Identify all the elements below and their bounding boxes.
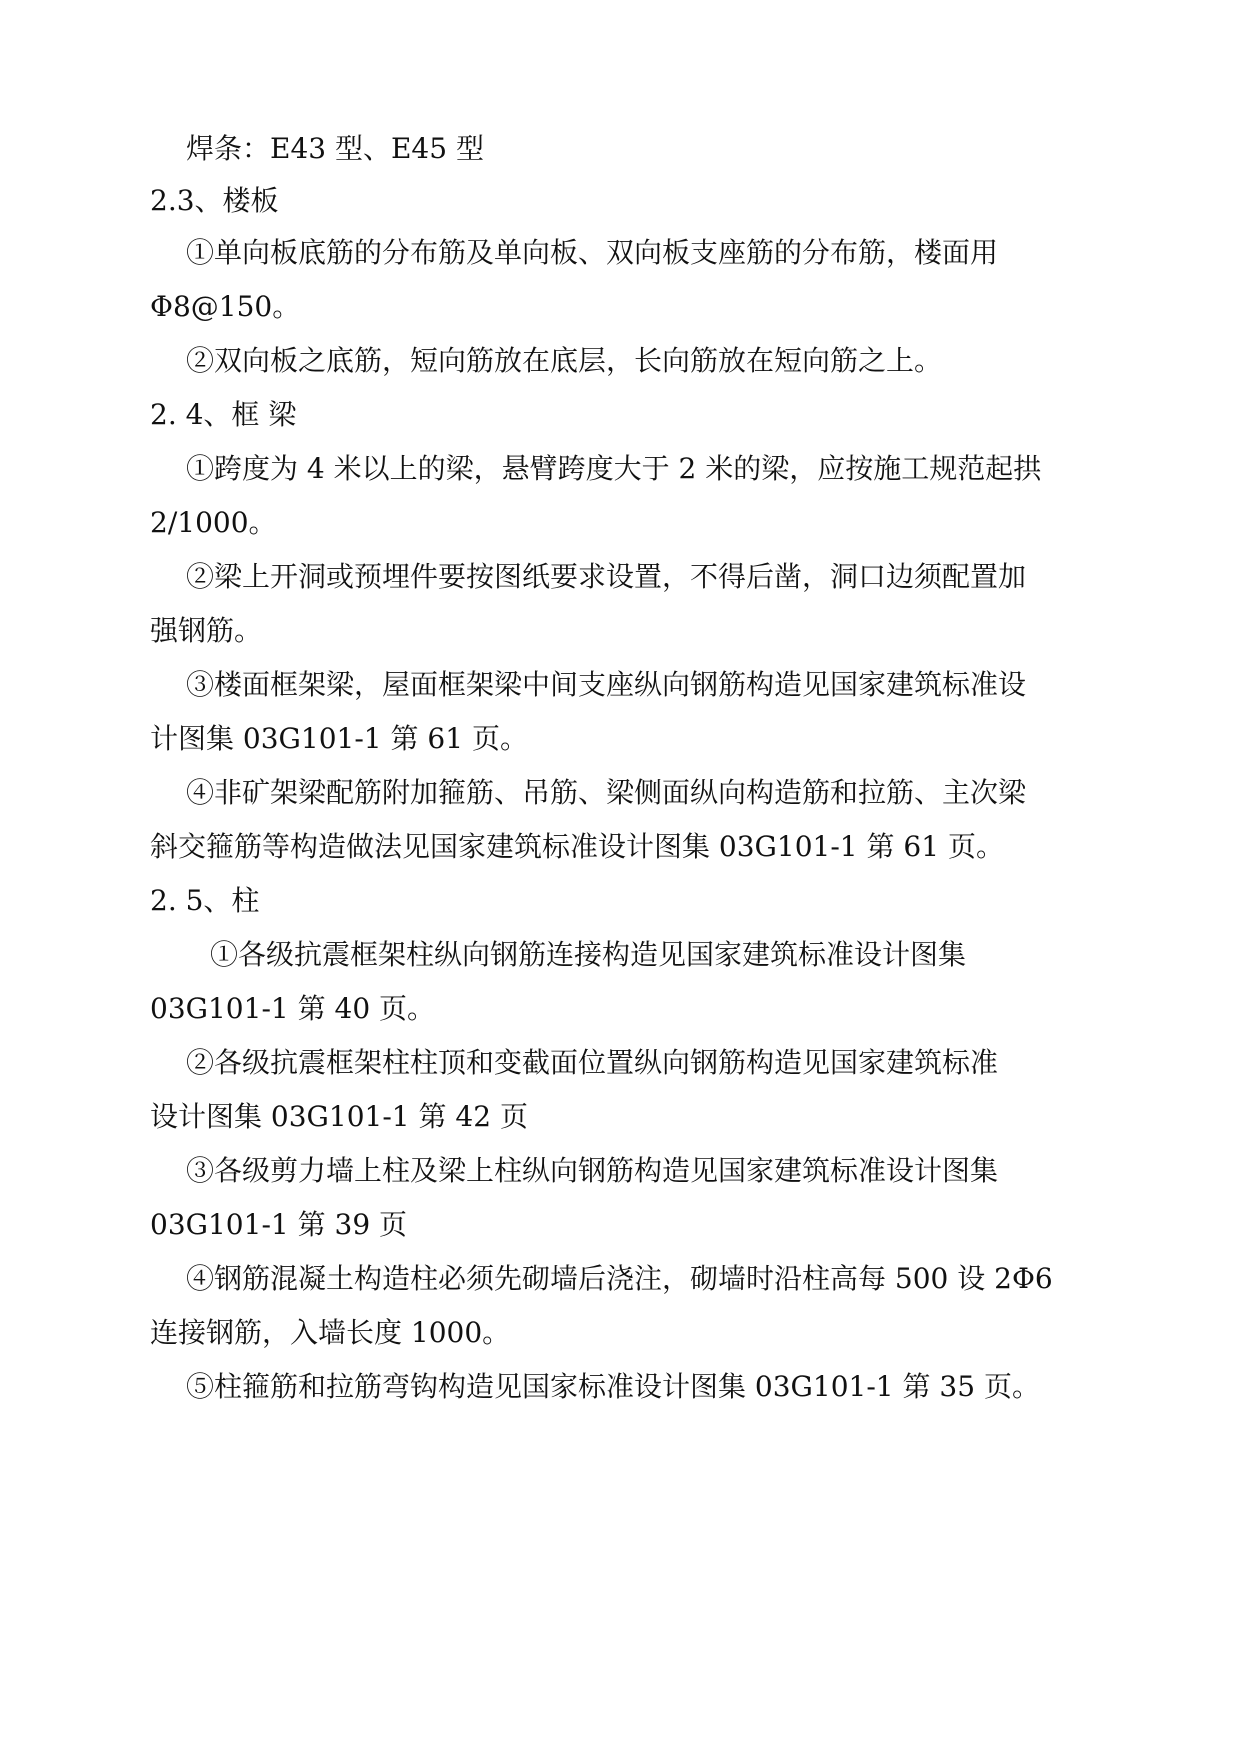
sec25-item4-line1: ④钢筋混凝土构造柱必须先砌墙后浇注，砌墙时沿柱高每 500 设 2Φ6 (186, 1262, 1053, 1295)
section-2-5-heading: 2. 5、柱 (150, 884, 260, 917)
sec23-item1-line2: Φ8@150。 (150, 290, 301, 323)
sec23-item2: ②双向板之底筋，短向筋放在底层，长向筋放在短向筋之上。 (186, 344, 943, 377)
sec23-item1-line1: ①单向板底筋的分布筋及单向板、双向板支座筋的分布筋，楼面用 (186, 236, 999, 269)
sec25-item1-line1: ①各级抗震框架柱纵向钢筋连接构造见国家建筑标准设计图集 (210, 938, 967, 971)
sec25-item1-line2: 03G101-1 第 40 页。 (150, 992, 436, 1025)
sec25-item2-line2: 设计图集 03G101-1 第 42 页 (150, 1100, 528, 1133)
sec24-item1-line2: 2/1000。 (150, 506, 277, 539)
sec25-item4-line2: 连接钢筋，入墙长度 1000。 (150, 1316, 511, 1349)
sec25-item3-line2: 03G101-1 第 39 页 (150, 1208, 408, 1241)
sec25-item2-line1: ②各级抗震框架柱柱顶和变截面位置纵向钢筋构造见国家建筑标准 (186, 1046, 999, 1079)
sec24-item1-line1: ①跨度为 4 米以上的梁，悬臂跨度大于 2 米的梁，应按施工规范起拱 (186, 452, 1042, 485)
weld-rod-line: 焊条：E43 型、E45 型 (186, 132, 484, 165)
sec25-item5: ⑤柱箍筋和拉筋弯钩构造见国家标准设计图集 03G101-1 第 35 页。 (186, 1370, 1040, 1403)
sec24-item4-line2: 斜交箍筋等构造做法见国家建筑标准设计图集 03G101-1 第 61 页。 (150, 830, 1004, 863)
sec24-item3-line2: 计图集 03G101-1 第 61 页。 (150, 722, 528, 755)
sec24-item2-line1: ②梁上开洞或预埋件要按图纸要求设置，不得后凿，洞口边须配置加 (186, 560, 1027, 593)
section-2-3-heading: 2.3、楼板 (150, 184, 279, 217)
sec24-item3-line1: ③楼面框架梁，屋面框架梁中间支座纵向钢筋构造见国家建筑标准设 (186, 668, 1027, 701)
sec24-item2-line2: 强钢筋。 (150, 614, 263, 647)
section-2-4-heading: 2. 4、框 梁 (150, 398, 297, 431)
sec24-item4-line1: ④非矿架梁配筋附加箍筋、吊筋、梁侧面纵向构造筋和拉筋、主次梁 (186, 776, 1027, 809)
sec25-item3-line1: ③各级剪力墙上柱及梁上柱纵向钢筋构造见国家建筑标准设计图集 (186, 1154, 999, 1187)
